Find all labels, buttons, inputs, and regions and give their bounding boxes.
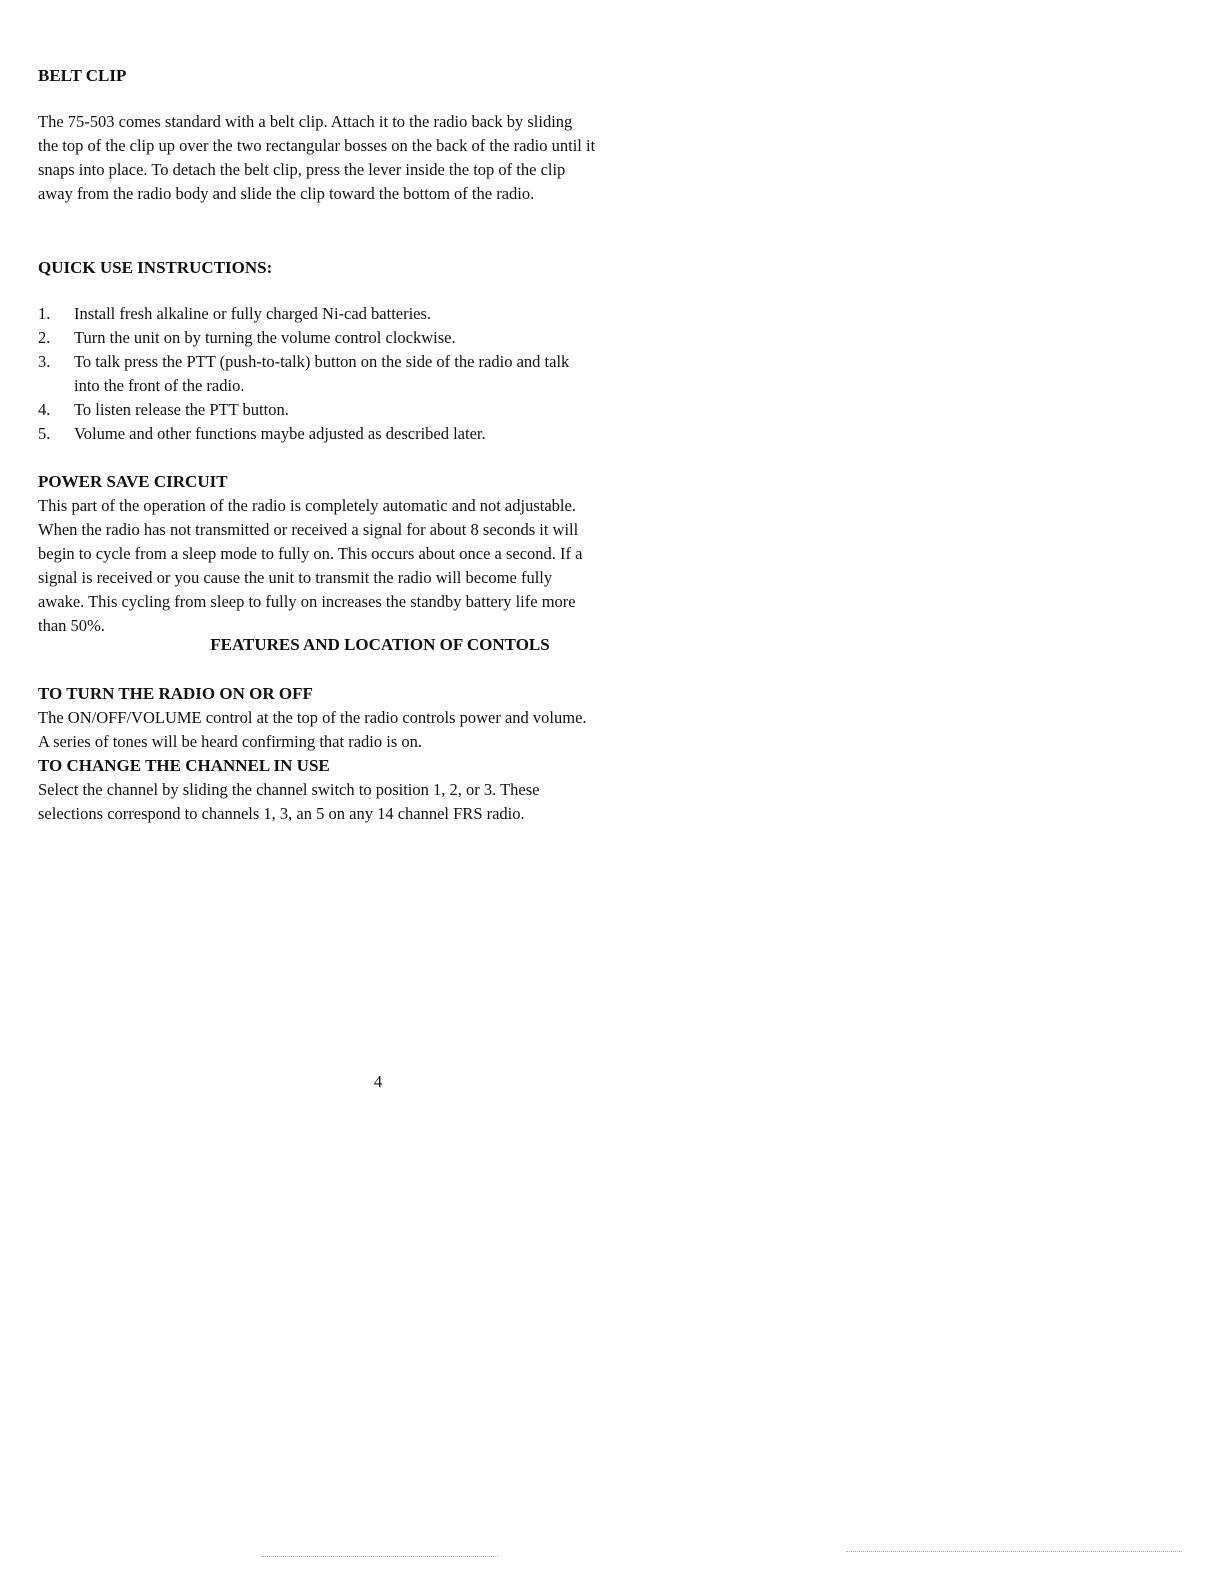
turn-on-off-line: A series of tones will be heard confirming that radio is on.: [38, 732, 422, 751]
turn-on-off-paragraph: [38, 706, 738, 754]
turn-on-off-line: The ON/OFF/VOLUME control at the top of the radio controls power and volume.: [38, 708, 587, 727]
change-channel-paragraph: [38, 778, 738, 826]
power-save-line: When the radio has not transmitted or received a signal for about 8 seconds it will: [38, 520, 579, 539]
belt-clip-line: The 75-503 comes standard with a belt clip. Attach it to the radio back by sliding: [38, 112, 573, 131]
quick-use-heading: QUICK USE INSTRUCTIONS:: [38, 258, 273, 277]
step-number: 1.: [38, 304, 51, 323]
change-channel-line: selections correspond to channels 1, 3, an 5 on any 14 channel FRS radio.: [38, 804, 525, 823]
step-text: into the front of the radio.: [74, 376, 245, 395]
change-channel-line: Select the channel by sliding the channel switch to position 1, 2, or 3. These: [38, 780, 540, 799]
step-number: 4.: [38, 400, 51, 419]
power-save-line: This part of the operation of the radio is completely automatic and not adjustable.: [38, 496, 576, 515]
power-save-line: than 50%.: [38, 616, 105, 635]
power-save-line: begin to cycle from a sleep mode to fully on. This occurs about once a second. If a: [38, 544, 583, 563]
belt-clip-section: [38, 64, 738, 206]
step-text: Volume and other functions maybe adjusted as described later.: [74, 424, 486, 443]
power-save-section: [38, 470, 738, 638]
quick-use-step: [38, 326, 738, 350]
power-save-heading: POWER SAVE CIRCUIT: [38, 472, 228, 491]
belt-clip-heading: BELT CLIP: [38, 66, 127, 85]
page-number: 4: [373, 1072, 383, 1091]
change-channel-heading: TO CHANGE THE CHANNEL IN USE: [38, 756, 330, 775]
step-number: 5.: [38, 424, 51, 443]
step-number: 2.: [38, 328, 51, 347]
belt-clip-line: snaps into place. To detach the belt clip, press the lever inside the top of the clip: [38, 160, 566, 179]
belt-clip-paragraph: [38, 110, 738, 206]
power-save-paragraph: [38, 494, 738, 638]
scan-artifact-line: [846, 1551, 1182, 1553]
quick-use-section: [38, 256, 738, 446]
quick-use-step: [38, 422, 738, 446]
quick-use-steps: [38, 302, 738, 446]
quick-use-step: [38, 398, 738, 422]
step-text: To talk press the PTT (push-to-talk) button on the side of the radio and talk: [74, 352, 570, 371]
belt-clip-line: away from the radio body and slide the clip toward the bottom of the radio.: [38, 184, 535, 203]
quick-use-step: [38, 302, 738, 326]
step-text: Turn the unit on by turning the volume control clockwise.: [74, 328, 456, 347]
scan-artifact-line: [262, 1556, 498, 1558]
step-text: Install fresh alkaline or fully charged Ni-cad batteries.: [74, 304, 432, 323]
step-text: To listen release the PTT button.: [74, 400, 289, 419]
belt-clip-line: the top of the clip up over the two rectangular bosses on the back of the radio until it: [38, 136, 596, 155]
quick-use-step: [38, 350, 738, 398]
turn-on-off-heading: TO TURN THE RADIO ON OR OFF: [38, 684, 313, 703]
power-save-line: awake. This cycling from sleep to fully on increases the standby battery life more: [38, 592, 576, 611]
step-number: 3.: [38, 352, 51, 371]
power-save-line: signal is received or you cause the unit to transmit the radio will become fully: [38, 568, 553, 587]
turn-on-off-section: [38, 682, 738, 826]
features-heading: FEATURES AND LOCATION OF CONTOLS: [210, 635, 550, 654]
